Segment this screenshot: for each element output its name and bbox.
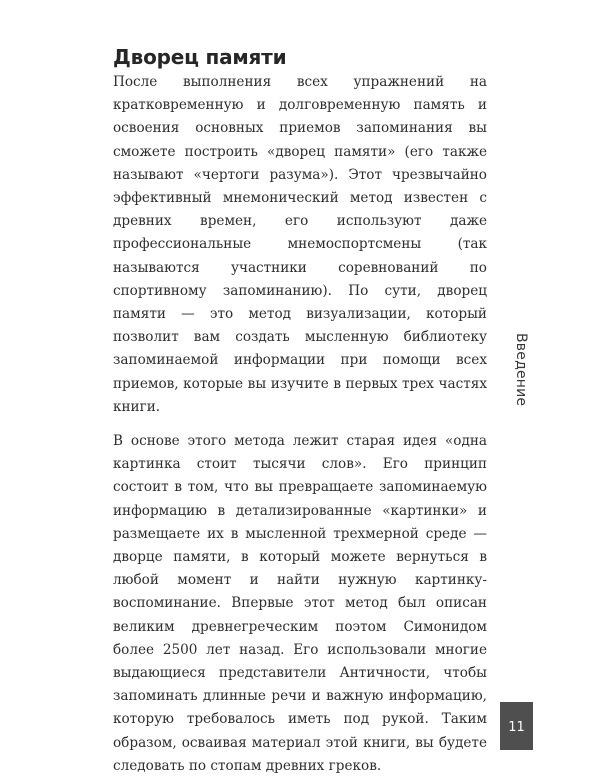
page-number-tab xyxy=(500,702,533,750)
chapter-side-label: Введение xyxy=(513,333,529,407)
article-body xyxy=(113,71,487,778)
section-heading: Дворец памяти xyxy=(113,45,287,69)
page-number: 11 xyxy=(508,719,525,735)
paragraph-2: В основе этого метода лежит старая идея «одна картинка стоит тысячи слов». Его принцип состоит в том, что вы превращаете запоминаемую информацию в детализированные «картинки» и размещаете их в мысленной трехмерной среде — дворце памяти, в который можете вернуться в любой момент и найти нужную картинку-воспоминание. Впервые этот метод был описан великим древнегреческим поэтом Симонидом более 2500 лет назад. Его использовали многие выдающиеся представители Античности, чтобы запоминать длинные речи и важную информацию, которую требовалось иметь под рукой. Таким образом, осваивая материал этой книги, вы будете следовать по стопам древних греков. xyxy=(113,433,487,774)
paragraph-1: После выполнения всех упражнений на кратковременную и долговременную память и освоения основных приемов запоминания вы сможете построить «дворец памяти» (его также называют «чертоги разума»). Этот чрезвычайно эффективный мнемонический метод известен с древних времен, его используют даже профессиональные мнемоспортсмены (так называются участники соревнований по спортивному запоминанию). По сути, дворец памяти — это метод визуализации, который позволит вам создать мысленную библиотеку запоминаемой информации при помощи всех приемов, которые вы изучите в первых трех частях книги. xyxy=(113,74,487,415)
